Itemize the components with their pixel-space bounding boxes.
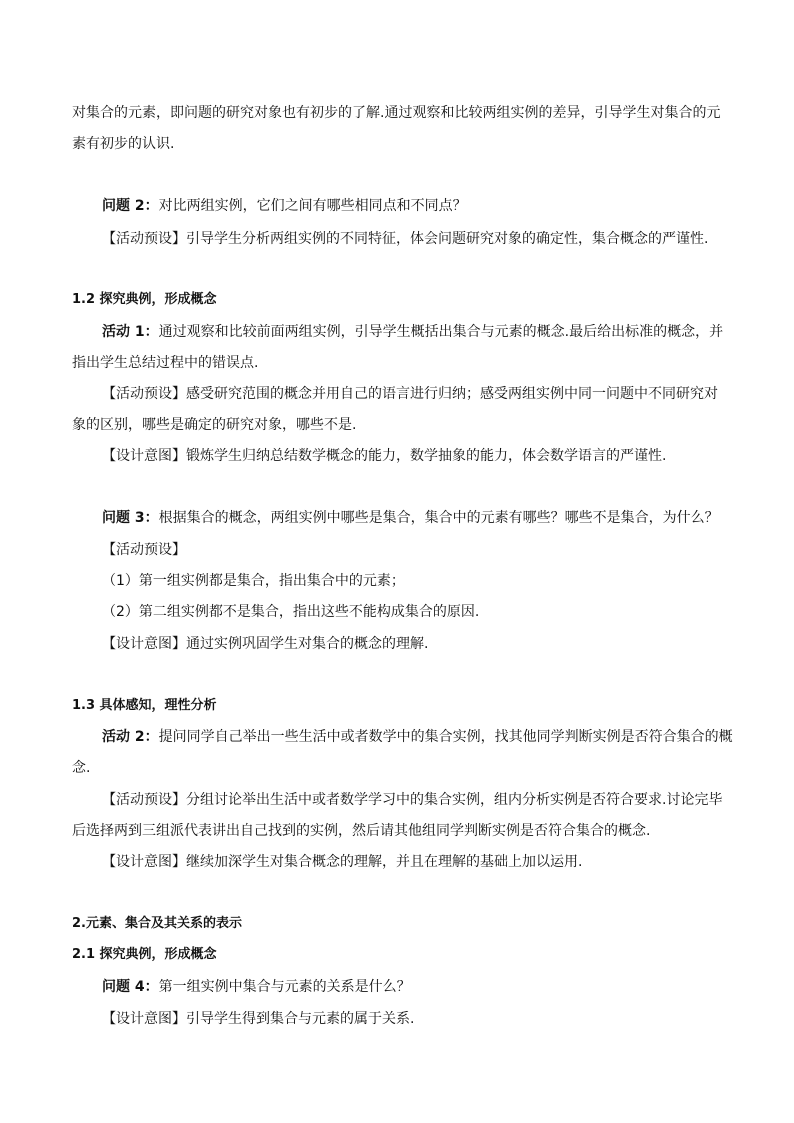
section-heading: 1.3 具体感知，理性分析 [72, 698, 217, 713]
section-heading: 1.2 探究典例，形成概念 [72, 292, 217, 307]
paragraph-line: 【活动预设】 [102, 542, 186, 558]
paragraph-line: 【设计意图】锻炼学生归纳总结数学概念的能力，数学抽象的能力，体会数学语言的严谨性. [102, 448, 667, 464]
paragraph-line: （1）第一组实例都是集合，指出集合中的元素； [102, 573, 405, 589]
paragraph-line: 素有初步的认识. [72, 136, 175, 152]
paragraph-line: 指出学生总结过程中的错误点. [72, 355, 259, 371]
paragraph-line: 【设计意图】通过实例巩固学生对集合的概念的理解. [102, 636, 429, 652]
paragraph-line: 【设计意图】继续加深学生对集合概念的理解，并且在理解的基础上加以运用. [102, 854, 583, 870]
paragraph-line: 念. [72, 760, 91, 776]
paragraph-line: 对集合的元素，即问题的研究对象也有初步的了解.通过观察和比较两组实例的差异，引导学生对集合的元 [72, 105, 721, 121]
question-text: 第一组实例中集合与元素的关系是什么？ [158, 979, 411, 995]
question-line [102, 196, 467, 216]
activity-label: 活动 1： [102, 324, 159, 340]
question-line [102, 977, 411, 997]
paragraph-line: 【活动预设】感受研究范围的概念并用自己的语言进行归纳；感受两组实例中同一问题中不同研究对 [102, 386, 718, 402]
paragraph-line: 【活动预设】引导学生分析两组实例的不同特征，体会问题研究对象的确定性，集合概念的严谨性. [102, 231, 709, 247]
question-line [102, 508, 719, 528]
activity-text: 提问同学自己举出一些生活中或者数学中的集合实例，找其他同学判断实例是否符合集合的概 [158, 729, 733, 745]
section-heading: 2.1 探究典例，形成概念 [72, 947, 217, 962]
activity-text: 通过观察和比较前面两组实例，引导学生概括出集合与元素的概念.最后给出标准的概念，并 [158, 324, 724, 340]
question-label: 问题 3： [102, 510, 159, 526]
paragraph-line: 后选择两到三组派代表讲出自己找到的实例，然后请其他组同学判断实例是否符合集合的概念. [72, 823, 651, 839]
section-heading: 2.元素、集合及其关系的表示 [72, 916, 242, 931]
question-text: 根据集合的概念，两组实例中哪些是集合，集合中的元素有哪些？哪些不是集合，为什么？ [158, 510, 719, 526]
paragraph-line: 【活动预设】分组讨论举出生活中或者数学学习中的集合实例，组内分析实例是否符合要求.讨论完毕 [102, 792, 723, 808]
activity-line [102, 322, 723, 342]
question-label: 问题 2： [102, 198, 159, 214]
paragraph-line: （2）第二组实例都不是集合，指出这些不能构成集合的原因. [102, 604, 480, 620]
activity-line [102, 727, 733, 747]
paragraph-line: 【设计意图】引导学生得到集合与元素的属于关系. [102, 1011, 415, 1027]
question-text: 对比两组实例，它们之间有哪些相同点和不同点？ [158, 198, 467, 214]
question-label: 问题 4： [102, 979, 159, 995]
activity-label: 活动 2： [102, 729, 159, 745]
paragraph-line: 象的区别，哪些是确定的研究对象，哪些不是. [72, 417, 357, 433]
